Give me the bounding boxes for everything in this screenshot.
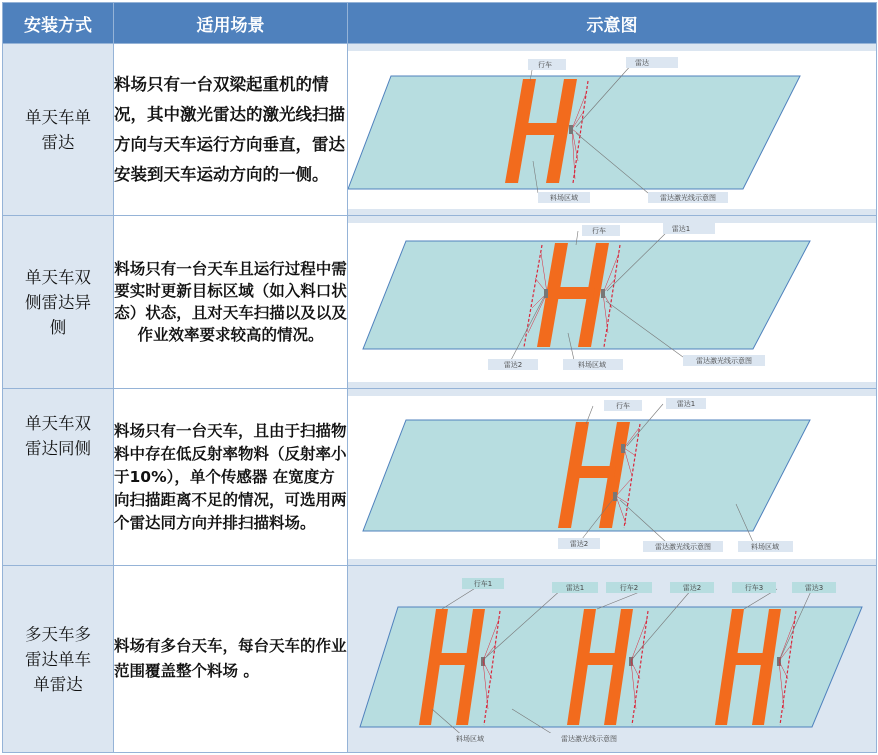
radar-sensor — [613, 492, 617, 501]
method-line: 雷达单车 — [25, 649, 91, 669]
label-area: 料场区域 — [550, 193, 578, 202]
method-line: 单雷达 — [33, 674, 83, 694]
method-cell — [3, 389, 114, 566]
label-crane3: 行车3 — [744, 584, 764, 592]
label-area: 料场区域 — [456, 735, 484, 743]
header-row — [3, 3, 877, 44]
scene-cell: 料场只有一台双梁起重机的情况，其中激光雷达的激光线扫描方向与天车运行方向垂直，雷达安装到天车运动方向的一侧。 — [114, 44, 348, 216]
label-radar1: 雷达1 — [671, 224, 691, 233]
label-crane: 行车 — [592, 226, 606, 235]
radar-sensor — [544, 289, 548, 298]
method-line: 单天车单 — [25, 107, 91, 127]
label-radar1: 雷达1 — [565, 584, 585, 592]
label-radar2: 雷达2 — [503, 360, 523, 369]
label-laser: 雷达激光线示意图 — [561, 735, 617, 743]
diagram-dual-radar-opposite — [348, 223, 876, 382]
header-method: 安装方式 — [3, 3, 114, 44]
scene-cell: 料场有多台天车，每台天车的作业范围覆盖整个料场 。 — [114, 566, 348, 753]
diagram-cell — [348, 216, 877, 389]
method-line: 多天车多 — [25, 624, 91, 644]
diagram-dual-radar-same-side — [348, 396, 876, 559]
method-line: 雷达 — [41, 132, 75, 152]
diagram-svg — [348, 396, 853, 559]
table-row — [3, 566, 877, 753]
diagram-single-crane-single-radar — [348, 51, 876, 209]
table-row — [3, 44, 877, 216]
radar-sensor — [621, 444, 625, 453]
method-cell — [3, 216, 114, 389]
radar-sensor — [569, 125, 573, 134]
table-row — [3, 216, 877, 389]
label-area: 料场区域 — [578, 360, 606, 369]
label-radar3: 雷达3 — [804, 584, 824, 592]
label-laser: 雷达激光线示意图 — [660, 193, 716, 202]
method-line: 单天车双 — [25, 267, 91, 287]
diagram-cell — [348, 389, 877, 566]
scene-cell: 料场只有一台天车，且由于扫描物料中存在低反射率物料（反射率小于10%），单个传感器 在宽度方向扫描距离不足的情况，可选用两个雷达同方向并排扫描料场。 — [114, 389, 348, 566]
diagram-cell — [348, 566, 877, 753]
table-row — [3, 389, 877, 566]
method-line: 雷达同侧 — [25, 439, 91, 458]
label-laser: 雷达激光线示意图 — [655, 542, 711, 551]
label-crane: 行车 — [538, 60, 552, 69]
label-radar1: 雷达1 — [676, 399, 696, 408]
method-line: 侧 — [49, 317, 67, 337]
method-cell — [3, 44, 114, 216]
header-diagram: 示意图 — [348, 3, 877, 44]
installation-table — [2, 2, 877, 753]
header-scene: 适用场景 — [114, 3, 348, 44]
radar-sensor — [601, 289, 605, 298]
label-radar2: 雷达2 — [569, 539, 589, 548]
diagram-svg — [352, 569, 871, 749]
method-line: 单天车双 — [25, 414, 91, 433]
diagram-svg — [348, 223, 853, 382]
label-crane2: 行车2 — [619, 584, 639, 592]
diagram-svg — [348, 51, 853, 209]
label-crane1: 行车1 — [473, 580, 493, 588]
scene-cell: 料场只有一台天车且运行过程中需要实时更新目标区域（如入料口状态）状态，且对天车扫描以及以及作业效率要求较高的情况。 — [114, 216, 348, 389]
method-line: 侧雷达异 — [25, 292, 91, 312]
label-crane: 行车 — [616, 401, 630, 410]
label-radar2: 雷达2 — [682, 584, 702, 592]
label-laser: 雷达激光线示意图 — [696, 356, 752, 365]
label-area: 料场区域 — [751, 542, 779, 551]
method-cell — [3, 566, 114, 753]
label-radar: 雷达 — [635, 58, 649, 67]
diagram-multi-crane — [352, 569, 872, 749]
diagram-cell — [348, 44, 877, 216]
